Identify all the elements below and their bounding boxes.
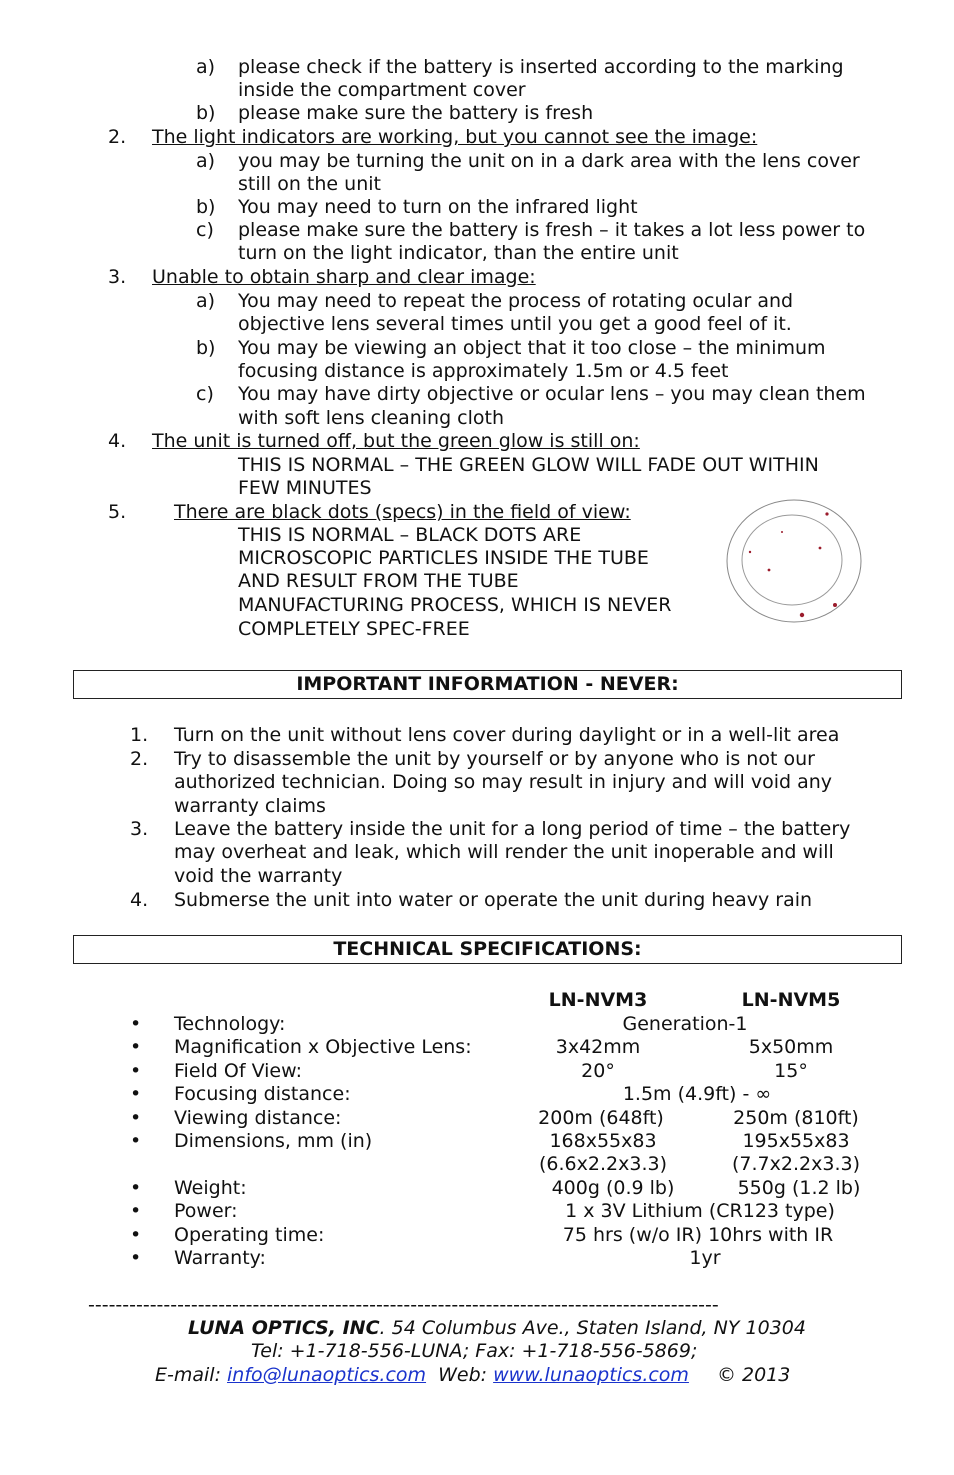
spec-value: 75 hrs (w/o IR) 10hrs with IR [562, 1224, 834, 1246]
list-text: objective lens several times until you get a good feel of it. [238, 313, 792, 335]
bullet: • [130, 1036, 142, 1058]
item-number: 1. [130, 724, 149, 746]
spec-value: 1 x 3V Lithium (CR123 type) [565, 1200, 835, 1222]
item-heading: The unit is turned off, but the green glow is still on: [152, 430, 640, 452]
phone-fax: Tel: +1-718-556-LUNA; Fax: +1-718-556-5869; [251, 1340, 698, 1362]
marker: b) [196, 337, 216, 359]
spec-label: Power: [174, 1200, 238, 1222]
marker: a) [196, 290, 216, 312]
bullet: • [130, 1224, 142, 1246]
list-text: please check if the battery is inserted according to the marking [238, 56, 844, 78]
marker: c) [196, 219, 214, 241]
marker: a) [196, 150, 216, 172]
spec-value: Generation-1 [622, 1013, 748, 1035]
bullet: • [130, 1200, 142, 1222]
list-text: void the warranty [174, 865, 343, 887]
list-text: Submerse the unit into water or operate the unit during heavy rain [174, 889, 813, 911]
web-link[interactable]: www.lunaoptics.com [493, 1364, 689, 1386]
model-header: LN-NVM3 [548, 989, 648, 1011]
important-heading: IMPORTANT INFORMATION - NEVER: [73, 670, 902, 699]
bullet: • [130, 1130, 142, 1152]
list-text: Leave the battery inside the unit for a long period of time – the battery [174, 818, 851, 840]
contact-line [155, 1364, 790, 1387]
spec-value: 15° [774, 1060, 808, 1082]
list-text: please make sure the battery is fresh – it takes a lot less power to [238, 219, 866, 241]
spec-value: 5x50mm [748, 1036, 834, 1058]
list-text: may overheat and leak, which will render the unit inoperable and will [174, 841, 834, 863]
list-text: Turn on the unit without lens cover during daylight or in a well-lit area [174, 724, 840, 746]
item-heading: The light indicators are working, but you cannot see the image: [152, 126, 758, 148]
marker: a) [196, 56, 216, 78]
list-text: THIS IS NORMAL – THE GREEN GLOW WILL FADE OUT WITHIN [238, 454, 819, 476]
model-header: LN-NVM5 [741, 989, 841, 1011]
bullet: • [130, 1107, 142, 1129]
list-text: You may be viewing an object that it too close – the minimum [238, 337, 826, 359]
web-label: Web: [426, 1364, 494, 1386]
item-heading: There are black dots (specs) in the field of view: [174, 501, 631, 523]
company-address [188, 1317, 806, 1340]
bullet: • [130, 1083, 142, 1105]
spec-value: 250m (810ft) [733, 1107, 859, 1129]
bullet: • [130, 1247, 142, 1269]
spec-value: 3x42mm [555, 1036, 641, 1058]
copyright: © 2013 [716, 1364, 791, 1386]
bullet: • [130, 1060, 142, 1082]
company-name: LUNA OPTICS, INC [188, 1317, 380, 1339]
list-text: AND RESULT FROM THE TUBE [238, 570, 519, 592]
spec-label: Weight: [174, 1177, 247, 1199]
item-number: 2. [108, 126, 127, 148]
spec-value: 1yr [689, 1247, 721, 1269]
list-text: You may have dirty objective or ocular lens – you may clean them [238, 383, 866, 405]
email-link[interactable]: info@lunaoptics.com [227, 1364, 427, 1386]
list-text: You may need to turn on the infrared light [238, 196, 638, 218]
list-text: MANUFACTURING PROCESS, WHICH IS NEVER [238, 594, 672, 616]
black-dots-illustration [722, 496, 866, 630]
item-number: 4. [108, 430, 127, 452]
item-number: 3. [130, 818, 149, 840]
spec-value: (7.7x2.2x3.3) [732, 1153, 860, 1175]
list-text: MICROSCOPIC PARTICLES INSIDE THE TUBE [238, 547, 649, 569]
list-text: COMPLETELY SPEC-FREE [238, 618, 470, 640]
item-number: 3. [108, 266, 127, 288]
bullet: • [130, 1177, 142, 1199]
list-text: FEW MINUTES [238, 477, 372, 499]
spec-label: Warranty: [174, 1247, 266, 1269]
spec-value: 400g (0.9 lb) [551, 1177, 675, 1199]
bullet: • [130, 1013, 142, 1035]
spec-label: Viewing distance: [174, 1107, 342, 1129]
list-text: focusing distance is approximately 1.5m or 4.5 feet [238, 360, 729, 382]
marker: b) [196, 196, 216, 218]
email-label: E-mail: [155, 1364, 228, 1386]
list-text: authorized technician. Doing so may result in injury and will void any [174, 771, 833, 793]
address: . 54 Columbus Ave., Staten Island, NY 10304 [379, 1317, 806, 1339]
spec-value: (6.6x2.2x3.3) [539, 1153, 667, 1175]
list-text: with soft lens cleaning cloth [238, 407, 505, 429]
spec-label: Focusing distance: [174, 1083, 351, 1105]
list-text: still on the unit [238, 173, 381, 195]
spec-value: 195x55x83 [742, 1130, 850, 1152]
spec-value: 20° [581, 1060, 615, 1082]
list-text: turn on the light indicator, than the entire unit [238, 242, 679, 264]
spec-label: Technology: [174, 1013, 286, 1035]
specs-heading: TECHNICAL SPECIFICATIONS: [73, 935, 902, 964]
spec-label: Operating time: [174, 1224, 325, 1246]
list-text: You may need to repeat the process of rotating ocular and [238, 290, 794, 312]
marker: c) [196, 383, 214, 405]
spec-label: Field Of View: [174, 1060, 303, 1082]
list-text: please make sure the battery is fresh [238, 102, 594, 124]
item-heading: Unable to obtain sharp and clear image: [152, 266, 536, 288]
spec-value: 1.5m (4.9ft) - ∞ [622, 1083, 772, 1105]
item-number: 5. [108, 501, 127, 523]
spec-value: 550g (1.2 lb) [737, 1177, 861, 1199]
spec-value: 200m (648ft) [538, 1107, 664, 1129]
spec-value: 168x55x83 [549, 1130, 657, 1152]
list-text: warranty claims [174, 795, 326, 817]
item-number: 4. [130, 889, 149, 911]
list-text: you may be turning the unit on in a dark area with the lens cover [238, 150, 860, 172]
list-text: Try to disassemble the unit by yourself or by anyone who is not our [174, 748, 815, 770]
item-number: 2. [130, 748, 149, 770]
marker: b) [196, 102, 216, 124]
list-text: THIS IS NORMAL – BLACK DOTS ARE [238, 524, 582, 546]
spec-label: Magnification x Objective Lens: [174, 1036, 472, 1058]
footer-divider: -------------------------------------------------------------------------------------------- [88, 1295, 719, 1315]
list-text: inside the compartment cover [238, 79, 526, 101]
spec-label: Dimensions, mm (in) [174, 1130, 373, 1152]
